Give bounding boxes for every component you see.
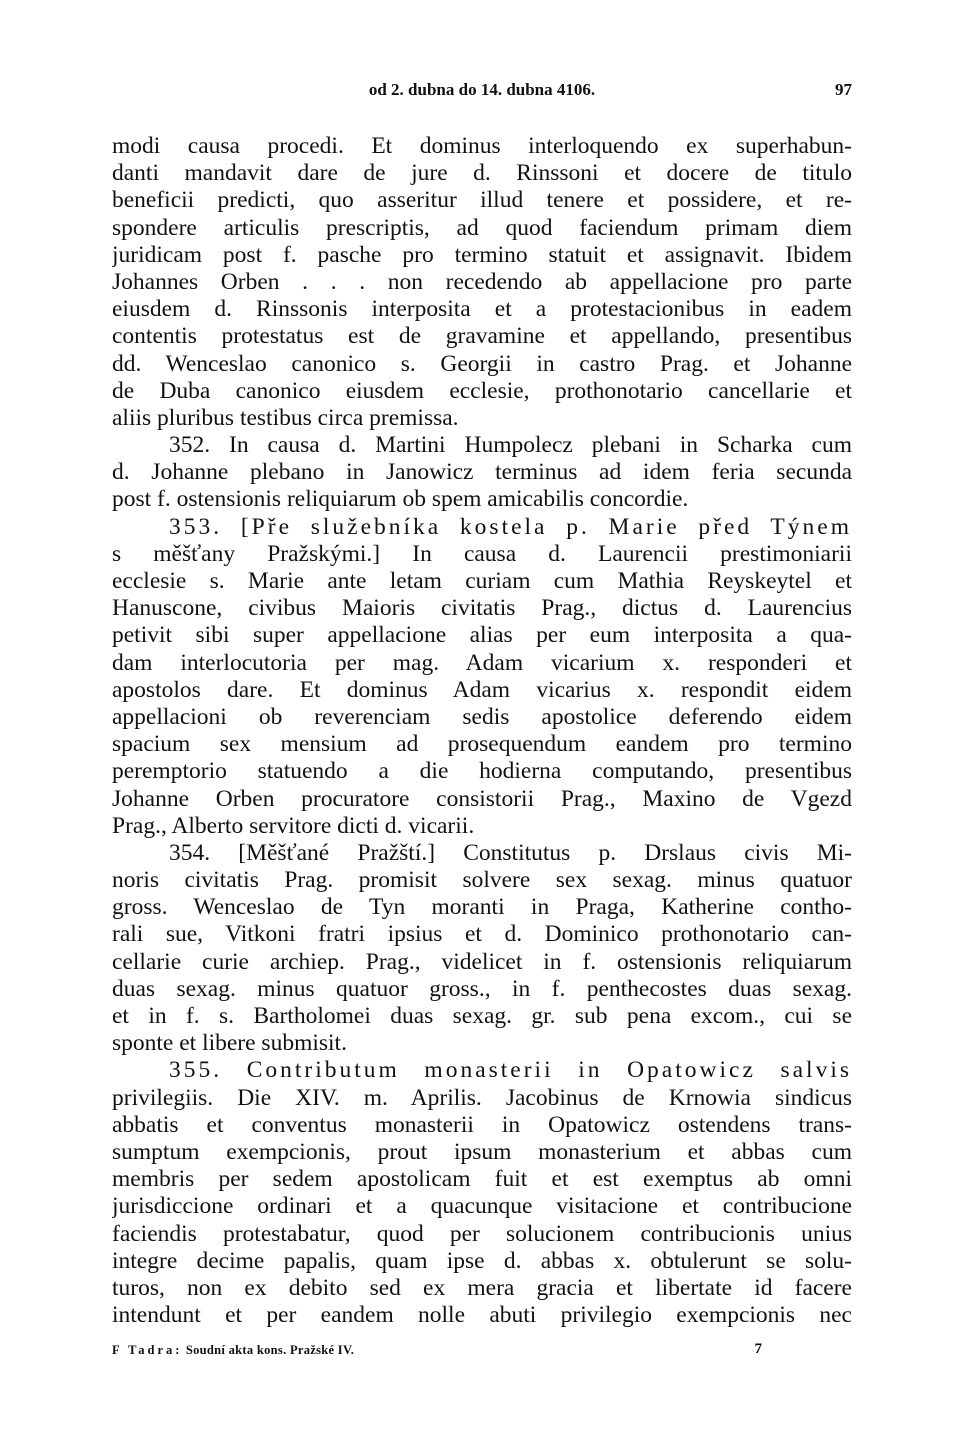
text-line: spondere articulis prescriptis, ad quod faciendum primam diem (112, 214, 852, 241)
text-line: faciendis protestabatur, quod per solucionem contribucionis unius (112, 1220, 852, 1247)
text-line: danti mandavit dare de jure d. Rinssoni et docere de titulo (112, 160, 852, 187)
footer-source: Soudní akta kons. Pražské IV. (185, 1343, 355, 1357)
text-line: contentis protestatus est de gravamine et appellando, presentibus (112, 323, 852, 350)
text-line: dd. Wenceslao canonico s. Georgii in castro Prag. et Johanne (112, 350, 852, 377)
text-line: gross. Wenceslao de Tyn moranti in Praga, Katherine contho- (112, 894, 852, 921)
entry-354-start: 354. [Měšťané Pražští.] Constitutus p. Drslaus civis Mi- (169, 839, 852, 866)
text-line: modi causa procedi. Et dominus interloquendo ex superhabun- (112, 133, 852, 159)
text-line: beneficii predicti, quo asseritur illud tenere et possidere, et re- (112, 187, 852, 214)
text-line: et in f. s. Bartholomei duas sexag. gr. sub pena excom., cui se (112, 1003, 852, 1029)
text-line: sumptum exempcionis, prout ipsum monasterium et abbas cum (112, 1138, 852, 1165)
text-line: privilegiis. Die XIV. m. Aprilis. Jacobinus de Krnowia sindicus (112, 1084, 852, 1111)
text-line: intendunt et per eandem nolle abuti privilegio exempcionis nec (112, 1302, 852, 1329)
signature-mark: 7 (754, 1341, 762, 1357)
text-line: jurisdiccione ordinari et a quacunque visitacione et contribucione (112, 1193, 852, 1220)
body-text (112, 133, 852, 1329)
text-line: apostolos dare. Et dominus Adam vicarius x. respondit eidem (112, 676, 852, 703)
text-line: dam interlocutoria per mag. Adam vicarium x. responderi et (112, 649, 852, 676)
entry-353-heading: 353. [Pře služebníka kostela p. Marie před Týnem (169, 513, 852, 540)
text-line: spacium sex mensium ad prosequendum eandem pro termino (112, 731, 852, 758)
text-line: noris civitatis Prag. promisit solvere sex sexag. minus quatuor (112, 867, 852, 894)
footer-citation (112, 1343, 354, 1358)
text-line: cellarie curie archiep. Prag., videlicet in f. ostensionis reliquiarum (112, 948, 852, 975)
text-line: juridicam post f. pasche pro termino statuit et assignavit. Ibidem (112, 241, 852, 268)
text-line: membris per sedem apostolicam fuit et est exemptus ab omni (112, 1166, 852, 1193)
footer-author: F Tadra: (112, 1343, 183, 1357)
text-line: turos, non ex debito sed ex mera gracia et libertate id facere (112, 1274, 852, 1301)
text-line: eiusdem d. Rinssonis interposita et a protestacionibus in eadem (112, 296, 852, 323)
text-line: ecclesie s. Marie ante letam curiam cum Mathia Reyskeytel et (112, 568, 852, 594)
running-head (112, 80, 852, 104)
running-head-title: od 2. dubna do 14. dubna 4106. (368, 80, 596, 99)
text-line: de Duba canonico eiusdem ecclesie, prothonotario cancellarie et (112, 377, 852, 404)
text-line: Johannes Orben . . . non recedendo ab appellacione pro parte (112, 268, 852, 295)
text-line: s měšťany Pražskými.] In causa d. Laurencii prestimoniarii (112, 540, 852, 567)
text-line: sponte et libere submisit. (112, 1030, 347, 1057)
text-line: appellacioni ob reverenciam sedis apostolice deferendo eidem (112, 703, 852, 730)
text-line: integre decime papalis, quam ipse d. abbas x. obtulerunt se solu- (112, 1247, 852, 1274)
text-line: Prag., Alberto servitore dicti d. vicarii. (112, 812, 475, 839)
entry-355-heading: 355. Contributum monasterii in Opatowicz salvis (169, 1057, 852, 1084)
text-line: Johanne Orben procuratore consistorii Prag., Maxino de Vgezd (112, 785, 852, 812)
entry-352-start: 352. In causa d. Martini Humpolecz plebani in Scharka cum (169, 432, 852, 459)
text-line: rali sue, Vitkoni fratri ipsius et d. Dominico prothonotario can- (112, 921, 852, 948)
text-line: peremptorio statuendo a die hodierna computando, presentibus (112, 758, 852, 785)
footer (112, 1343, 852, 1363)
text-line: abbatis et conventus monasterii in Opatowicz ostendens trans- (112, 1111, 852, 1138)
text-line: post f. ostensionis reliquiarum ob spem amicabilis concordie. (112, 486, 689, 513)
text-line: Hanuscone, civibus Maioris civitatis Prag., dictus d. Laurencius (112, 595, 852, 622)
text-line: duas sexag. minus quatuor gross., in f. penthecostes duas sexag. (112, 975, 852, 1002)
text-line: aliis pluribus testibus circa premissa. (112, 404, 459, 431)
page-number: 97 (835, 80, 852, 99)
text-line: d. Johanne plebano in Janowicz terminus ad idem feria secunda (112, 459, 852, 486)
text-line: petivit sibi super appellacione alias per eum interposita a qua- (112, 622, 852, 649)
